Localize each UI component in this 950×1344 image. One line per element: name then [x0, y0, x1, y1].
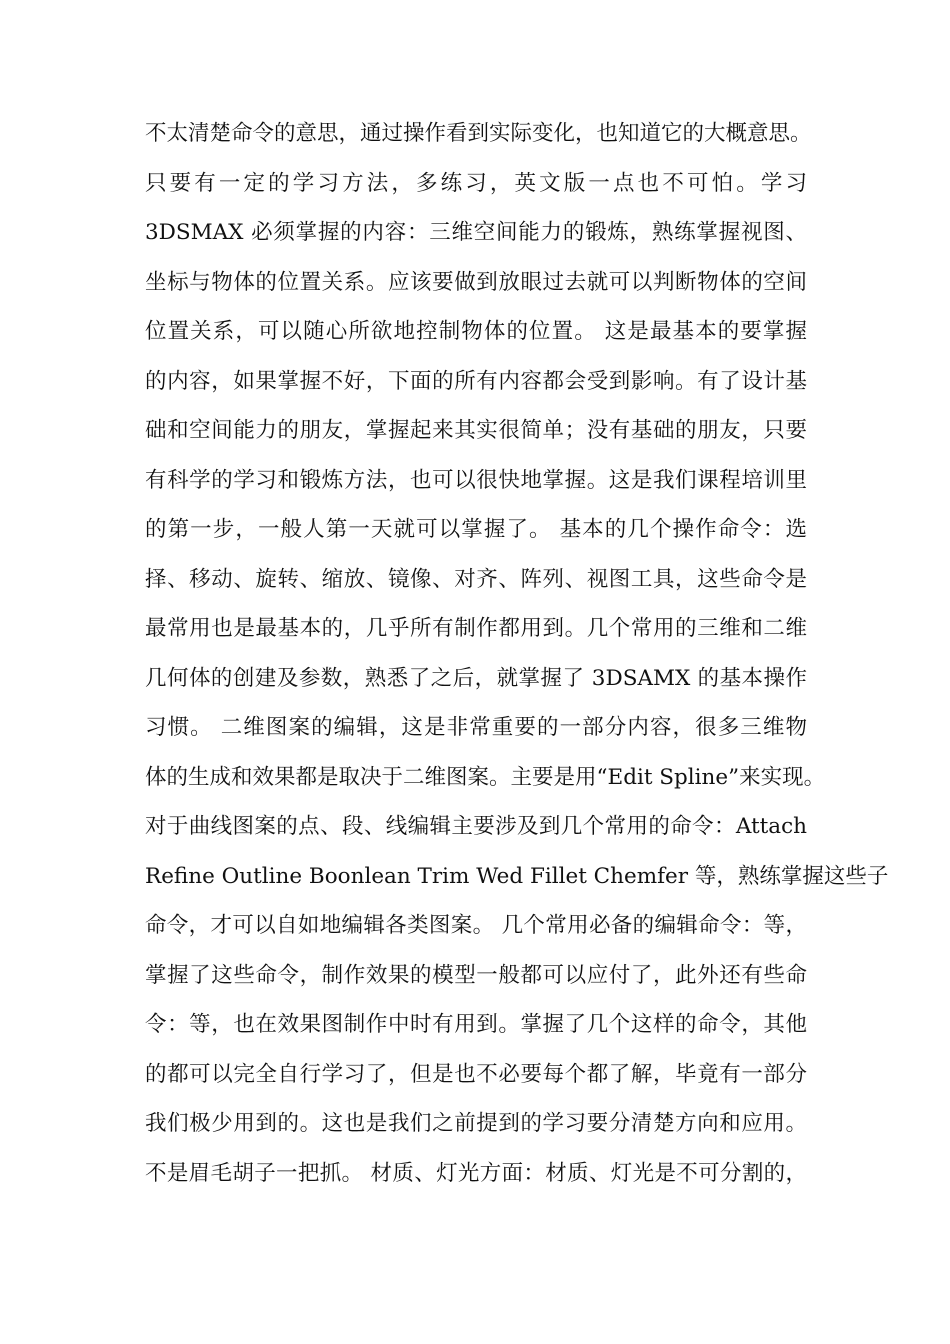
text-line-15: 对于曲线图案的点、段、线编辑主要涉及到几个常用的命令：Attach [145, 814, 807, 839]
text-line-20: 的都可以完全自行学习了，但是也不必要每个都了解，毕竟有一部分 [145, 1061, 807, 1087]
text-line-2: 只要有一定的学习方法，多练习，英文版一点也不可怕。学习 [145, 170, 807, 196]
text-line-8: 有科学的学习和锻炼方法，也可以很快地掌握。这是我们课程培训里 [145, 467, 807, 493]
text-line-13: 习惯。 二维图案的编辑，这是非常重要的一部分内容，很多三维物 [145, 715, 807, 740]
text-line-19: 令：等，也在效果图制作中时有用到。掌握了几个这样的命令，其他 [145, 1012, 807, 1037]
body-text [145, 116, 889, 1205]
text-line-5: 位置关系，可以随心所欲地控制物体的位置。 这是最基本的要掌握 [145, 319, 807, 344]
text-line-11: 最常用也是最基本的，几乎所有制作都用到。几个常用的三维和二维 [145, 616, 807, 641]
text-line-17: 命令，才可以自如地编辑各类图案。 几个常用必备的编辑命令：等， [145, 913, 807, 938]
text-line-1: 不太清楚命令的意思，通过操作看到实际变化，也知道它的大概意思。 [145, 121, 812, 146]
text-line-18: 掌握了这些命令，制作效果的模型一般都可以应付了，此外还有些命 [145, 962, 807, 988]
text-line-10: 择、移动、旋转、缩放、镜像、对齐、阵列、视图工具，这些命令是 [145, 566, 807, 592]
text-line-6: 的内容，如果掌握不好，下面的所有内容都会受到影响。有了设计基 [145, 368, 807, 394]
text-line-12: 几何体的创建及参数，熟悉了之后，就掌握了 3DSAMX 的基本操作 [145, 665, 807, 691]
text-line-9: 的第一步，一般人第一天就可以掌握了。 基本的几个操作命令：选 [145, 517, 807, 542]
text-line-21: 我们极少用到的。这也是我们之前提到的学习要分清楚方向和应用。 [145, 1111, 807, 1136]
text-line-14: 体的生成和效果都是取决于二维图案。主要是用“Edit Spline”来实现。 [145, 764, 826, 790]
text-line-4: 坐标与物体的位置关系。应该要做到放眼过去就可以判断物体的空间 [145, 269, 807, 295]
text-line-7: 础和空间能力的朋友，掌握起来其实很简单；没有基础的朋友，只要 [145, 418, 807, 443]
text-line-3: 3DSMAX 必须掌握的内容：三维空间能力的锻炼，熟练掌握视图、 [145, 220, 807, 245]
text-line-22: 不是眉毛胡子一把抓。 材质、灯光方面：材质、灯光是不可分割的， [145, 1160, 807, 1186]
text-line-16: Refine Outline Boonlean Trim Wed Fillet Chemfer 等，熟练掌握这些子 [145, 863, 889, 889]
